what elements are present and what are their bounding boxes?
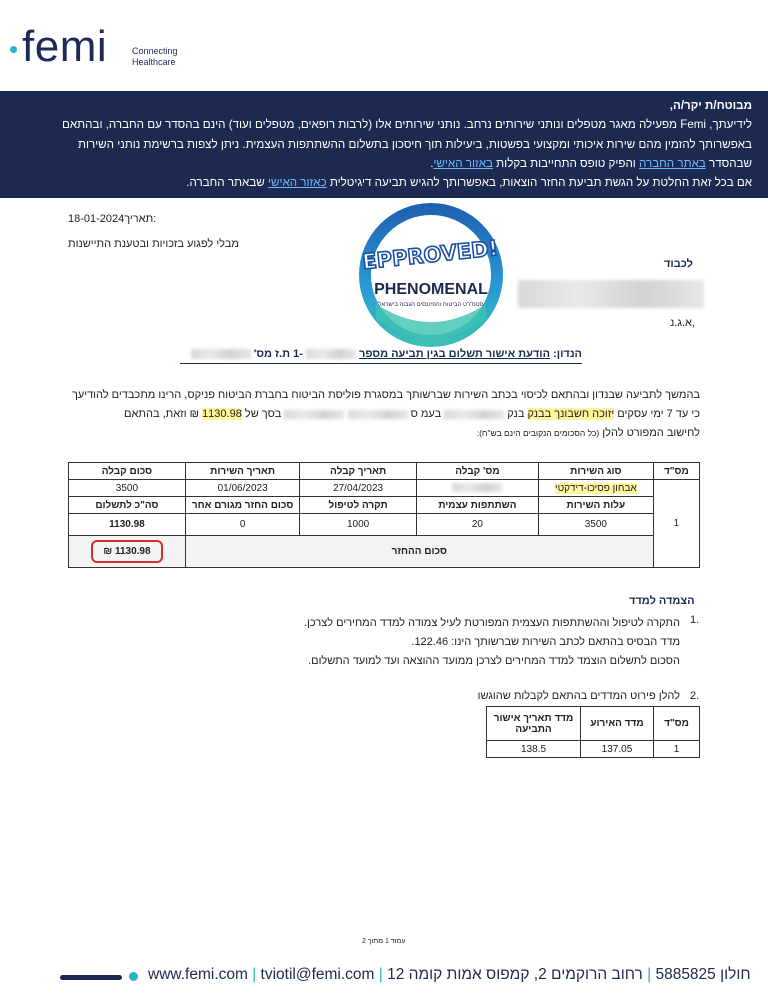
footer-phone: חולון 5885825 [655,966,751,983]
refund-cell [69,536,186,568]
row-serial: 1 [653,480,699,568]
col-other-refund: סכום החזר מגורם אחר [185,497,300,514]
receipt-amount-value: 3500 [69,480,186,497]
recipient-name-redacted [518,280,704,308]
index-paragraph-2: להלן פירוט המדדים בהתאם לקבלות שהוגשו [477,690,680,702]
total-payment-value: 1130.98 [69,514,186,536]
footer-contact: www.femi.com | tviotil@femi.com | חולון 5885825 | רחוב הרוקמים 2, קמפוס אמות קומה 12 [148,966,751,983]
body-line-2 [60,405,700,424]
index-row-1 [487,741,700,758]
body-amount: 1130.98 [202,408,242,420]
body-days: כי עד 7 ימי עסקים [617,408,700,420]
col-total-payment: סה"כ לתשלום [69,497,186,514]
refund-value: 1130.98 ₪ [91,540,162,563]
receipt-date-value: 27/04/2023 [300,480,416,497]
banner-text [12,96,752,192]
footer-web-link[interactable]: www.femi.com [148,966,248,983]
service-date-value: 01/06/2023 [185,480,300,497]
banner-line-4 [12,173,752,192]
banner-greeting: מבוטח/ת יקר/ה, [669,99,752,112]
claims-row-1 [69,480,700,497]
banner-line-3-pre: שבהסדר [709,156,752,170]
footer-dot-icon [129,972,138,981]
banner-line-2: באפשרותך להזמין מהם שירות איכותי ומקצועי בפשטות, ביעילות תוך חיסכון בתשלום ההשתתפות העצמית. ניתן לצפות ברשימת נותני השירות [77,137,752,151]
body-line-3 [60,424,700,443]
footer-bar [60,975,122,980]
index-event-value: 137.05 [581,741,654,758]
body-credit-highlight: יזוכה חשבונך בבנק [527,408,615,420]
logo-dot-icon [10,46,17,53]
personal-area-link-2[interactable]: כאזור האישי [267,176,327,190]
index-col-event: מדד האירוע [581,707,654,741]
tagline-line-2: Healthcare [132,57,176,67]
refund-label: סכום ההחזר [185,536,653,568]
to-label: לכבוד [664,258,693,270]
logo-tagline [132,46,178,68]
bank-name-redacted [444,410,504,419]
stamp-approved-text: EPPROVED! [361,235,500,275]
col-receipt-amount: סכום קבלה [69,463,186,480]
col-receipt-no: מס' קבלה [416,463,538,480]
self-participation-value: 20 [416,514,538,536]
personal-area-link[interactable]: באזור האישי [433,156,493,170]
index-p1-line-3: הסכום לתשלום הוצמד למדד המחירים לצרכן ממועד ההוצאה ועד למועד התשלום. [308,655,680,667]
index-p1-line-2: מדד הבסיס בהתאם לכתב השירות שברשותך הינו: 122.46. [411,636,680,648]
info-banner [0,91,768,198]
index-p1-line-1: התקרה לטיפול וההשתתפות העצמית המפורטת לעיל צמודה למדד המחירים לצרכן. [304,617,680,629]
col-service-type: סוג השירות [539,463,654,480]
tagline-line-1: Connecting [132,46,178,56]
page-number: עמוד 1 מתוך 2 [362,938,406,945]
index-num-1: 1. [690,614,700,626]
index-approval-value: 138.5 [487,741,581,758]
claim-number-redacted [306,349,356,359]
body-calc: לחישוב המפורט להלן [602,427,700,439]
col-serial: מס"ד [653,463,699,480]
account-redacted [348,410,408,419]
other-refund-value: 0 [185,514,300,536]
claims-table [68,462,700,568]
col-self-participation: השתתפות עצמית [416,497,538,514]
subject-line [191,348,582,360]
index-table [486,706,700,758]
stamp-phenomenal-text: PHENOMENAL [374,281,488,298]
body-text [60,386,700,443]
femi-logo [8,22,208,74]
index-col-approval: מדד תאריך אישור התביעה [487,707,581,741]
id-label: -1 ת.ז מס' [253,348,303,360]
index-title: הצמדה למדד [629,595,695,607]
date-value: 18-01-2024 [68,213,125,225]
greeting-agg: א.ג.נ, [670,317,696,329]
footer-mail-link[interactable]: tviotil@femi.com [260,966,375,983]
banner-line-4-pre: אם בכל זאת החלטת על הגשת תביעת החזר הוצאות, באפשרותך להגיש תביעה דיגיטלית [329,176,752,190]
body-amount-suffix: ₪ וזאת, בהתאם [124,408,199,420]
body-line-1: בהמשך לתביעה שבנדון ובהתאם לכיסוי בכתב השירות שברשותך במסגרת פוליסת הביטוח בחברת הביטוח פניקס, הרינו מתכבדים להודיעך [71,389,700,401]
index-num-2: 2. [690,690,700,702]
col-ceiling: תקרה לטיפול [300,497,416,514]
index-header-row [487,707,700,741]
col-receipt-date: תאריך קבלה [300,463,416,480]
claims-row-2 [69,514,700,536]
index-row-serial: 1 [653,741,699,758]
refund-row [69,536,700,568]
index-paragraph-1 [240,614,680,671]
subject-text: הודעת אישור תשלום בגין תביעה מספר [359,348,551,360]
subject-label: הנדון: [553,348,582,360]
date-line [68,213,156,225]
body-bank: בנק [507,408,525,420]
logo-word: femi [22,22,108,71]
banner-line-3: שבהסדר באתר החברה והפיק טופס התחייבות בקלות באזור האישי. [430,156,752,170]
banner-line-3-mid: והפיק טופס התחייבות בקלות [496,156,636,170]
receipt-no-redacted [416,480,538,497]
footer-address: רחוב הרוקמים 2, קמפוס אמות קומה 12 [387,966,643,983]
ceiling-value: 1000 [300,514,416,536]
claims-header-row-2 [69,497,700,514]
service-type-value: אבחון פסיכו-דידקטי [554,482,637,494]
banner-line-4-post: שבאתר החברה. [186,176,265,190]
branch-redacted [284,410,344,419]
service-cost-value: 3500 [539,514,654,536]
banner-line-1: לידיעתך, Femi מפעילה מאגר מטפלים ונותני שירותים נרחב. נותני שירותים אלו (לרבות רופאים, מטפלים ועוד) הינם בהסדר עם החברה, ובהתאם [62,118,752,132]
index-col-serial: מס"ד [653,707,699,741]
body-bank-suffix: בעמ ס [410,408,442,420]
subject-underline [180,363,582,364]
claims-header-row [69,463,700,480]
stamp-sub-text: סטנדרט הביטוח והפיננסים הגבוה בישראל [378,302,484,308]
body-amount-prefix: בסך של [244,408,282,420]
rights-note: מבלי לפגוע בזכויות ובטענת התיישנות [68,238,239,250]
id-number-redacted [191,349,251,359]
company-site-link[interactable]: באתר החברה [639,156,706,170]
col-service-date: תאריך השירות [185,463,300,480]
body-calc-note: (כל הסכומים הנקובים הינם בש"ח): [476,428,600,438]
col-service-cost: עלות השירות [539,497,654,514]
date-label: תאריך: [124,213,157,225]
approved-stamp [356,200,506,350]
